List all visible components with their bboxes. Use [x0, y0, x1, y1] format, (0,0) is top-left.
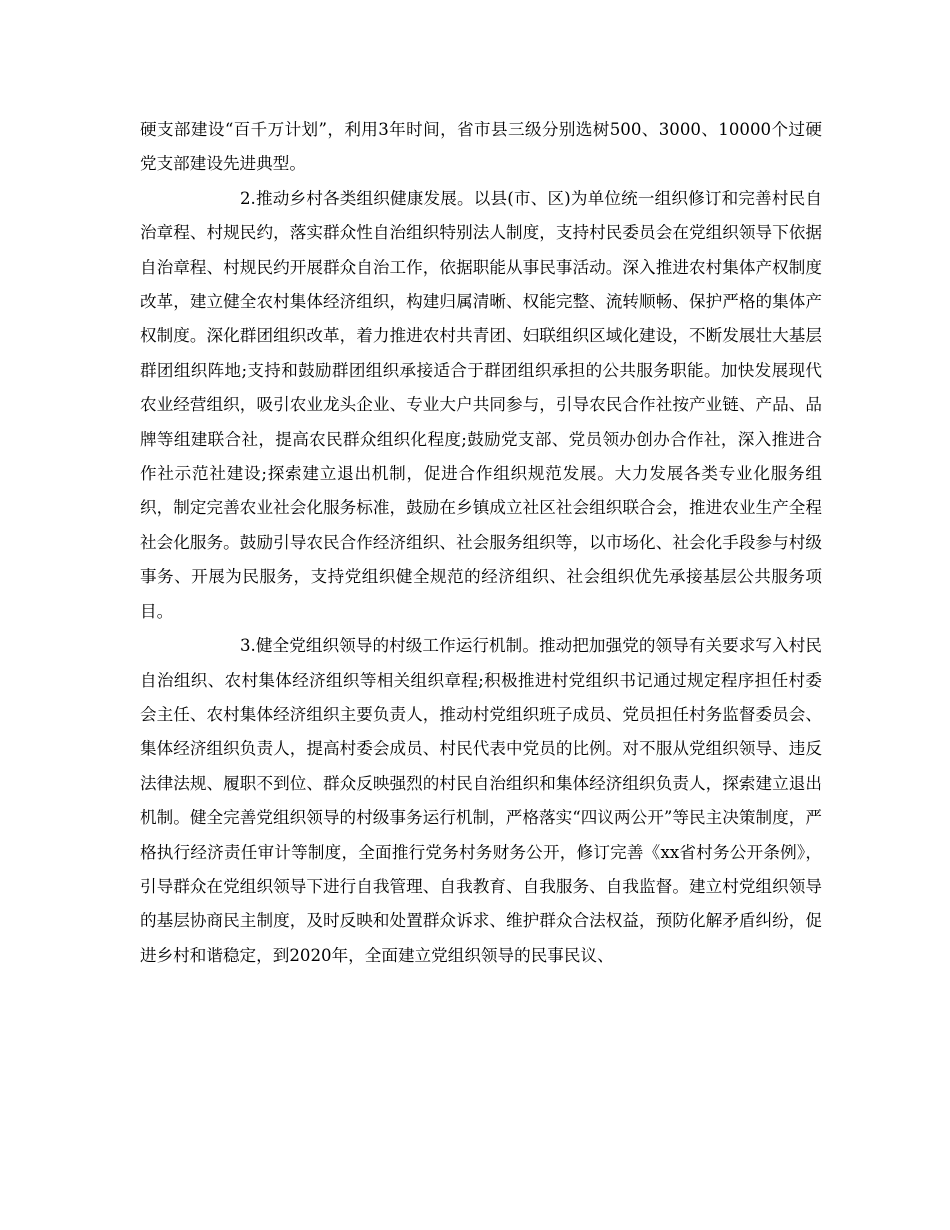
- paragraph-continuation: 硬支部建设“百千万计划”，利用3年时间，省市县三级分别选树500、3000、10000个过硬党支部建设先进典型。: [140, 120, 822, 174]
- paragraph-section-3: 3.健全党组织领导的村级工作运行机制。推动把加强党的领导有关要求写入村民自治组织、农村集体经济组织等相关组织章程;积极推进村党组织书记通过规定程序担任村委会主任、农村集体经济组织主要负责人，推动村党组织班子成员、党员担任村务监督委员会、集体经济组织负责人，提高村委会成员、村民代表中党员的比例。对不服从党组织领导、违反法律法规、履职不到位、群众反映强烈的村民自治组织和集体经济组织负责人，探索建立退出机制。健全完善党组织领导的村级事务运行机制，严格落实“四议两公开”等民主决策制度，严格执行经济责任审计等制度，全面推行党务村务财务公开，修订完善《xx省村务公开条例》，引导群众在党组织领导下进行自我管理、自我教育、自我服务、自我监督。建立村党组织领导的基层协商民主制度，及时反映和处置群众诉求、维护群众合法权益，预防化解矛盾纠纷，促进乡村和谐稳定，到2020年，全面建立党组织领导的民事民议、: [140, 636, 822, 965]
- paragraph-section-2: 2.推动乡村各类组织健康发展。以县(市、区)为单位统一组织修订和完善村民自治章程、村规民约，落实群众性自治组织特别法人制度，支持村民委员会在党组织领导下依据自治章程、村规民约开展群众自治工作，依据职能从事民事活动。深入推进农村集体产权制度改革，建立健全农村集体经济组织，构建归属清晰、权能完整、流转顺畅、保护严格的集体产权制度。深化群团组织改革，着力推进农村共青团、妇联组织区域化建设，不断发展壮大基层群团组织阵地;支持和鼓励群团组织承接适合于群团组织承担的公共服务职能。加快发展现代农业经营组织，吸引农业龙头企业、专业大户共同参与，引导农民合作社按产业链、产品、品牌等组建联合社，提高农民群众组织化程度;鼓励党支部、党员领办创办合作社，深入推进合作社示范社建设;探索建立退出机制，促进合作组织规范发展。大力发展各类专业化服务组织，制定完善农业社会化服务标准，鼓励在乡镇成立社区社会组织联合会，推进农业生产全程社会化服务。鼓励引导农民合作经济组织、社会服务组织等，以市场化、社会化手段参与村级事务、开展为民服务，支持党组织健全规范的经济组织、社会组织优先承接基层公共服务项目。: [140, 188, 822, 621]
- document-body: [140, 113, 822, 973]
